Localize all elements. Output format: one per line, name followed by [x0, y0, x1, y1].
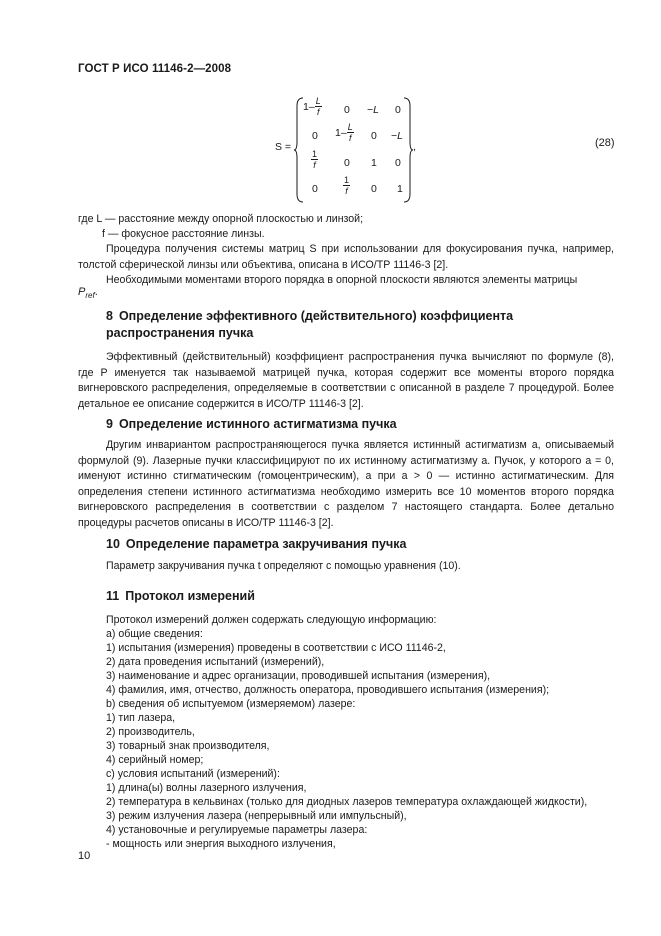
m13: −L	[367, 104, 379, 116]
m22: 1– $\frac{L}{f}$	[335, 122, 353, 143]
m24: −L	[391, 130, 403, 142]
m31: $\frac{1}{f}$	[312, 149, 318, 170]
list-item: 3) товарный знак производителя,	[106, 740, 270, 752]
where-f: f — фокусное расстояние линзы.	[102, 228, 265, 240]
section-11-intro: Протокол измерений должен содержать следующую информацию:	[106, 614, 437, 626]
para-procedure: Процедура получения системы матриц S при использовании для фокусирования пучка, например, толстой сферической линзы или объектива, описана в ИСО/ТР 11146-3 [2].	[78, 243, 614, 271]
equation-28	[0, 0, 661, 210]
section-10-heading: 10 Определение параметра закручивания пучка	[106, 537, 407, 551]
m23: 0	[371, 130, 377, 142]
m44: 1	[397, 183, 403, 195]
list-item: 2) производитель,	[106, 726, 195, 738]
m12: 0	[344, 104, 350, 116]
section-11-heading: 11 Протокол измерений	[106, 589, 255, 603]
section-10-text: Параметр закручивания пучка t определяют с помощью уравнения (10).	[106, 560, 461, 572]
equation-number: (28)	[595, 137, 615, 149]
equation-trailing: ,	[413, 141, 416, 153]
m34: 0	[395, 157, 401, 169]
list-item: b) сведения об испытуемом (измеряемом) лазере:	[106, 698, 356, 710]
m11: 1– $\frac{L}{f}$	[303, 96, 321, 117]
p-ref-symbol: $P_{ref}$.	[78, 286, 98, 301]
list-item: 2) температура в кельвинах (только для диодных лазеров температура охлаждающей жидкости),	[106, 796, 588, 808]
m42: $\frac{1}{f}$	[344, 175, 350, 196]
m43: 0	[371, 183, 377, 195]
document-header: ГОСТ Р ИСО 11146-2—2008	[78, 63, 232, 75]
list-item: - мощность или энергия выходного излучения,	[106, 838, 336, 850]
list-item: 1) испытания (измерения) проведены в соответствии с ИСО 11146-2,	[106, 642, 446, 654]
m32: 0	[344, 157, 350, 169]
where-L: где L — расстояние между опорной плоскостью и линзой;	[78, 213, 364, 225]
list-item: 4) установочные и регулируемые параметры лазера:	[106, 824, 368, 836]
m14: 0	[395, 104, 401, 116]
list-item: c) условия испытаний (измерений):	[106, 768, 280, 780]
list-item: а) общие сведения:	[106, 628, 203, 640]
section-8-text: Эффективный (действительный) коэффициент распространения пучка вычисляют по формуле (8), где P именуется так называемой матрицей пучка, которая содержит все моменты второго порядка вигнеровского распределения, определяемые в соответствии с описанной в разделе 7 процедурой. Более детальное ее описание содержится в ИСО/ТР 11146-3 [2].	[78, 351, 614, 410]
list-item: 1) тип лазера,	[106, 712, 176, 724]
list-item: 3) наименование и адрес организации, проводившей испытания (измерения),	[106, 670, 491, 682]
m21: 0	[312, 130, 318, 142]
equation-lhs: S =	[275, 141, 292, 153]
list-item: 4) серийный номер;	[106, 754, 204, 766]
section-9-text: Другим инвариантом распространяющегося пучка является истинный астигматизм a, описываемый формулой (9). Лазерные пучки классифицируют по их истинному астигматизму a. Пучок, у которого a = 0, именуют истинно стигматическим (гомоцентрическим), а при a > 0 — истинно астигматическим. Для определения степени истинного астигматизма необходимо измерить все 10 моментов второго порядка вигнеровского распределения в соответствии с разделом 7 настоящего стандарта. Более детально процедуры расчетов описаны в ИСО/ТР 11146-3 [2].	[78, 439, 614, 529]
list-item: 3) режим излучения лазера (непрерывный или импульсный),	[106, 810, 407, 822]
m41: 0	[312, 183, 318, 195]
list-item: 2) дата проведения испытаний (измерений),	[106, 656, 325, 668]
para-moments: Необходимыми моментами второго порядка в опорной плоскости являются элементы матрицы	[106, 274, 578, 286]
section-9-heading: 9 Определение истинного астигматизма пучка	[106, 417, 397, 431]
page-number: 10	[78, 850, 91, 862]
list-item: 4) фамилия, имя, отчество, должность оператора, проводившего испытания (измерения);	[106, 684, 550, 696]
list-item: 1) длина(ы) волны лазерного излучения,	[106, 782, 307, 794]
section-8-heading: 8 Определение эффективного (действительного) коэффициента распространения пучка	[106, 309, 514, 340]
m33: 1	[371, 157, 377, 169]
